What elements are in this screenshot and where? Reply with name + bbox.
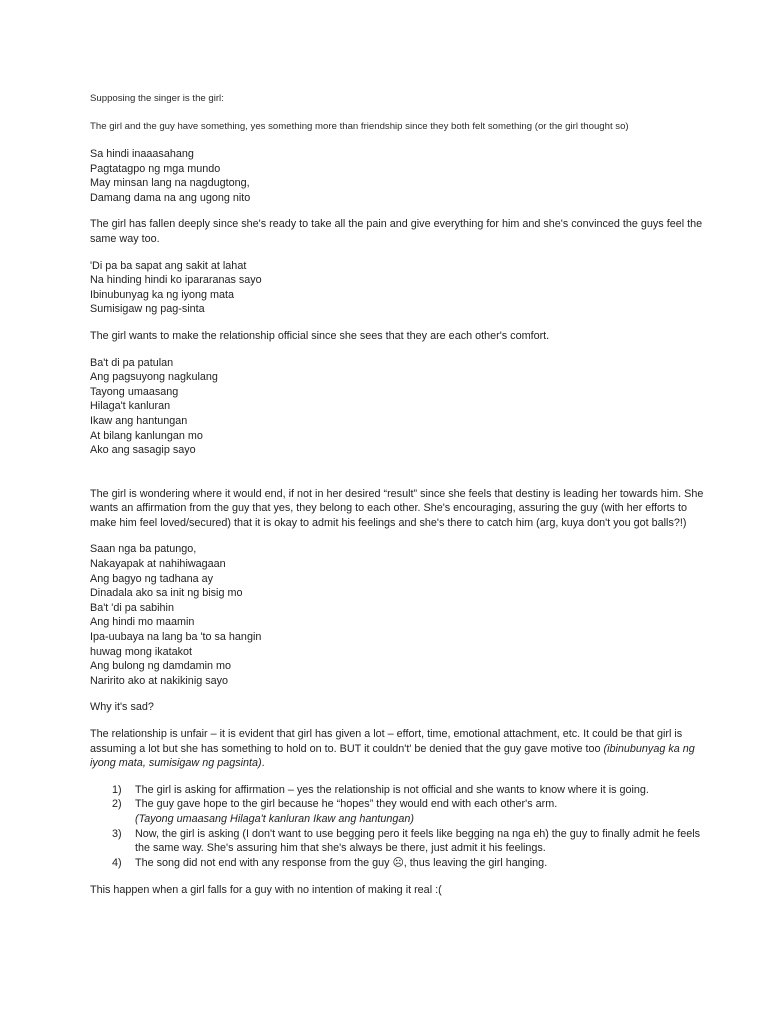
lyric-line: Nakayapak at nahihiwagaan — [90, 558, 226, 571]
lyric-line: Ba't di pa patulan — [90, 356, 174, 369]
list-item-text: The guy gave hope to the girl because he “hopes” they would end with each other's arm. — [135, 798, 558, 811]
lyric-line: huwag mong ikatakot — [90, 645, 193, 658]
lyrics-stanza-1 — [90, 147, 710, 205]
list-item — [90, 797, 710, 826]
list-item — [90, 856, 710, 871]
list-item-text: The girl is asking for affirmation – yes the relationship is not official and she wants to know where it is going. — [135, 783, 649, 796]
lyric-line: 'Di pa ba sapat ang sakit at lahat — [90, 259, 247, 272]
analysis-end: . — [261, 757, 265, 770]
lyric-line: May minsan lang na nagdugtong, — [90, 177, 250, 190]
list-number: 3) — [112, 827, 122, 840]
lyric-line: Ang bulong ng damdamin mo — [90, 660, 232, 673]
lyric-line: Ba't 'di pa sabihin — [90, 601, 174, 614]
lyric-line: Ibinubunyag ka ng iyong mata — [90, 288, 235, 301]
list-number: 4) — [112, 856, 122, 869]
lyric-line: Ang pagsuyong nagkulang — [90, 371, 218, 384]
lyric-line: At bilang kanlungan mo — [90, 429, 203, 442]
analysis-text: The relationship is unfair – it is evident that girl has given a lot – effort, time, emotional attachment, etc. It could be that girl is assuming a lot but she has something to hold on to. BUT it couldn't' be denied that the guy gave motive too — [90, 728, 683, 755]
commentary-paragraph: The girl wants to make the relationship official since she sees that they are each other's comfort. — [90, 329, 550, 342]
lyric-line: Hilaga't kanluran — [90, 400, 171, 413]
lyric-line: Naririto ako at nakikinig sayo — [90, 674, 229, 687]
list-item-text: Now, the girl is asking (I don't want to use begging pero it feels like begging na nga eh) the guy to finally admit he feels the same way. She's assuring him that she's always be there, just admit it his feelings. — [135, 827, 701, 855]
lyric-line: Na hinding hindi ko ipararanas sayo — [90, 274, 262, 287]
why-heading: Why it's sad? — [90, 701, 154, 714]
commentary-paragraph: The girl has fallen deeply since she's ready to take all the pain and give everything for him and she's convinced the guys feel the same way too. — [90, 218, 703, 245]
lyric-line: Ikaw ang hantungan — [90, 414, 188, 427]
lyric-line: Saan nga ba patungo, — [90, 543, 197, 556]
intro-text: The girl and the guy have something, yes something more than friendship since they both felt something (or the girl thought so) — [90, 121, 629, 132]
lyric-line: Dinadala ako sa init ng bisig mo — [90, 587, 243, 600]
list-item — [90, 827, 710, 856]
section-heading: Supposing the singer is the girl: — [90, 93, 224, 104]
analysis-paragraph — [90, 727, 710, 771]
lyrics-stanza-4 — [90, 542, 710, 688]
reasons-list — [90, 783, 710, 871]
document-page — [90, 92, 710, 898]
analysis-lyric-quote: (ibinubunyag ka ng iyong mata, sumisigaw ng pagsinta) — [90, 742, 695, 770]
lyric-line: Ako ang sasagip sayo — [90, 444, 196, 457]
lyric-line: Ipa-uubaya na lang ba 'to sa hangin — [90, 631, 262, 644]
commentary-paragraph: The girl is wondering where it would end, if not in her desired “result” since she feels that destiny is leading her towards him. She wants an affirmation from the guy that yes, they belong to each other. She's encouraging, assuring the guy (with her efforts to make him feel loved/secured) that it is okay to admit his feelings and she's there to catch him (arg, kuya don't you got balls?!) — [90, 487, 704, 529]
lyric-line: Tayong umaasang — [90, 385, 179, 398]
lyric-line: Sumisigaw ng pag-sinta — [90, 303, 205, 316]
list-number: 2) — [112, 798, 122, 811]
lyric-line: Damang dama na ang ugong nito — [90, 191, 251, 204]
lyrics-stanza-2 — [90, 259, 710, 317]
lyric-line: Pagtatagpo ng mga mundo — [90, 162, 221, 175]
list-item — [90, 783, 710, 798]
lyric-line: Ang hindi mo maamin — [90, 616, 195, 629]
list-item-text: The song did not end with any response from the guy ☹, thus leaving the girl hanging. — [135, 856, 548, 869]
list-number: 1) — [112, 783, 122, 796]
lyric-line: Sa hindi inaaasahang — [90, 148, 194, 160]
lyric-line: Ang bagyo ng tadhana ay — [90, 572, 214, 585]
lyrics-stanza-3 — [90, 356, 710, 458]
closing-text: This happen when a girl falls for a guy with no intention of making it real :( — [90, 884, 442, 897]
list-item-quote: (Tayong umaasang Hilaga't kanluran Ikaw ang hantungan) — [135, 812, 414, 825]
